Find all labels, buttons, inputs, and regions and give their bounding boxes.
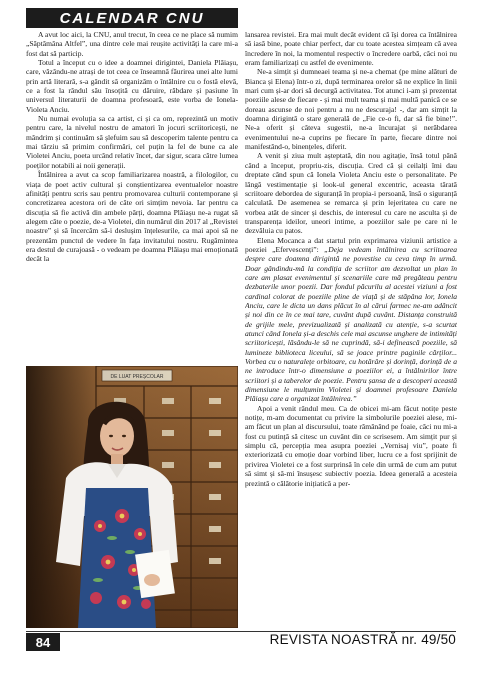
right-paragraph-1: lansarea revistei. Era mai mult decât evident că își dorea ca întâlnirea să iasă bine, poate chiar perfect, dar cu toate acestea simțeam că avea încredere în noi, la momentul respectiv o încredere oarbă, căci noi nu eram familiarizați cu astfel de evenimente. <box>245 30 457 68</box>
photo-of-speaker-icon <box>26 366 238 628</box>
right-paragraph-5: Apoi a venit rândul meu. Ca de obicei mi-am făcut notițe peste notițe, m-am documentat cu privire la simbolurile poeziei alese, mi-am făcut un plan al discursului, toate rămânând pe foaie, căci nu mi-a fost cu putință să citesc un cuvânt din ce scrisesem. Am simțit pur și simplu că, percepția mea asupra poeziei „Vernisaj viu”, poate fi exteriorizată cu emoție doar vorbind liber, lucru ce a fost sprijinit de privirea Violetei ce a fost surprinsă în cele din urmă de cum am putut să simt și să-mi însușesc subiectiv poezia. Ideea generală a acesteia prezintă o călătorie inițiatică a per- <box>245 403 457 488</box>
left-column <box>26 30 238 360</box>
page-number <box>26 633 60 651</box>
left-paragraph-2: Totul a început cu o idee a doamnei dirigintei, Daniela Plăiașu, care, văzându-ne atrași de tot ceea ce înseamnă făurirea unei alte lumi prin artă literară, s-a gândit să organizăm o întâlnire cu o fostă elevă, ce a fost la rândul său însoțită cu dăruire, răbdare și pasiune în universul literaturii de doamna profesoară, este vorba de Ionela-Violeta Anciu. <box>26 58 238 114</box>
section-header <box>26 8 238 28</box>
right-paragraph-4 <box>245 236 457 404</box>
page-number-text: 84 <box>35 634 51 650</box>
left-paragraph-3: Nu numai evoluția sa ca artist, ci și ca om, reprezintă un motiv pentru care, la nivelul nostru de amatori în jocuri scriitoricești, ne mândrim și continuăm să șlefuim sau să descoperim talente pentru ca mai târziu să primim confirmări, cel puțin la fel de bune ca ale Violetei Anciu, poeta urcând relativ încet, dar sigur, scara către lumea poeților notabili ai noii generații. <box>26 114 238 170</box>
right-column <box>245 30 457 642</box>
poem-commentary-quote: „Deja vedeam întâlnirea cu scriitoarea despre care doamna dirigintă ne povestise cu ceva timp în urmă. Doar gândindu-mă la condiția de scriitor am dezvoltat un plan în care am plasat evenimentul și scenariile care mă pregăteau pentru dezbaterile unor poezii. Dar fondul păcurilu al acestei viziuni a fost cardinal colorat de poeziile pline de viață și de stăpâna lor, Ionela Anciu, care le dicta un dans plăcut în al cărui farmec ne-am adâncit și noi din ce în ce mai tare, cuvânt după cuvânt. Distanța construită de grijile mele, previzualizată și analizată cu atenție, s-a scurtat atunci când Ionela și-a deschis cele mai ascunse unghere de intimități scriitoricești, lăsându-le să ne cuprindă, să-i definească poeziile, să lumineze biblioteca liceului, să se joace printre paginile cărților... Vorbea cu o naturalețe orbitoare, cu hotărâre și dorință, dorință de a ne introduce într-o dimensiune a poeziilor ei, a întâlnirilor între scriitori și a taberelor de poezie. Pentru șansa de a descoperi această dimensiune le mulțumim Violetei și doamnei profesoare Daniela Plăiașu care a organizat întâlnirea.” <box>245 244 457 404</box>
left-paragraph-4: Întâlnirea a avut ca scop familiarizarea noastră, a filologilor, cu viața de poet activ cultural și conștientizarea eventualelor noastre afinități pentru scris sau pentru promovarea culturii contemporane și concretizarea acestora ori de câte ori simțim nevoia. Iar pentru ca discuția să fie activă din ambele părți, doamna Plăiașu ne-a rugat să alegem câte o poezie, de-a Violetei, din numărul din 2017 al „Revistei noastre” și să încercăm să-i deslușim înțelesurile, ca mai apoi să ne prezentăm punctul de vedere în fața invitatului nostru. Rugămintea era destul de curajoasă - o vedeam pe doamna Plăiașu mai emoționată decât la <box>26 170 238 264</box>
right-paragraph-3: A venit și ziua mult așteptată, din nou agitație, însă totul până când a început, propriu-zis, discuția. Cred că și ceilalți îmi dau dreptate când spun că Ionela Violeta Anciu este o personalitate. Pe lângă vestimentație și look-ul general excentric, aceasta târată scriitoare debordea de siguranță în propia-i persoană, însă o siguranță calculată. De asemenea se remarca și prin lejeritatea cu care ne vorbea atât de sincer și deschis, de interesul cu care ne asculta și de transparența ideilor, uneori intime, a poeziilor sale pe care ni le dezvăluia cu patos. <box>245 151 457 236</box>
magazine-title: REVISTA NOASTRĂ nr. 49/50 <box>269 632 456 647</box>
event-photo <box>26 366 238 628</box>
left-paragraph-1: A avut loc aici, la CNU, anul trecut, în ceea ce ne place să numim „Săptămâna Altfel”, una dintre cele mai reușite activități la care mi-a fost dat să particip. <box>26 30 238 58</box>
right-paragraph-2: Ne-a simțit și dumneaei teama și ne-a chemat (pe mine alături de Bianca și Elena) într-o zi, după terminarea orelor să ne explice în linii mari cum și-ar dori să decurgă activitatea. Tot atunci i-am și prezentat poeziile alese de fiecare - și mai mult teama și mai multă panică ce se doreau ascunse de noi pentru a nu ne descuraja! -, dar am simțit la doamna dirigintă o stare generală de „Fie ce-o fi, dar să fie bine!”. Ne-a oferit și câteva sugestii, ne-a încurajat și nerăbdarea evenimentului ne-a cuprins pe fiecare în parte, fiecare dintre noi manifestând-o, binențeles, diferit. <box>245 67 457 152</box>
right-paragraph-4-lead: Elena Mocanca a dat startul prin exprimarea viziunii artistice a poeziei „Efervescenți”: <box>245 235 457 254</box>
section-title: CALENDAR CNU <box>59 9 205 27</box>
